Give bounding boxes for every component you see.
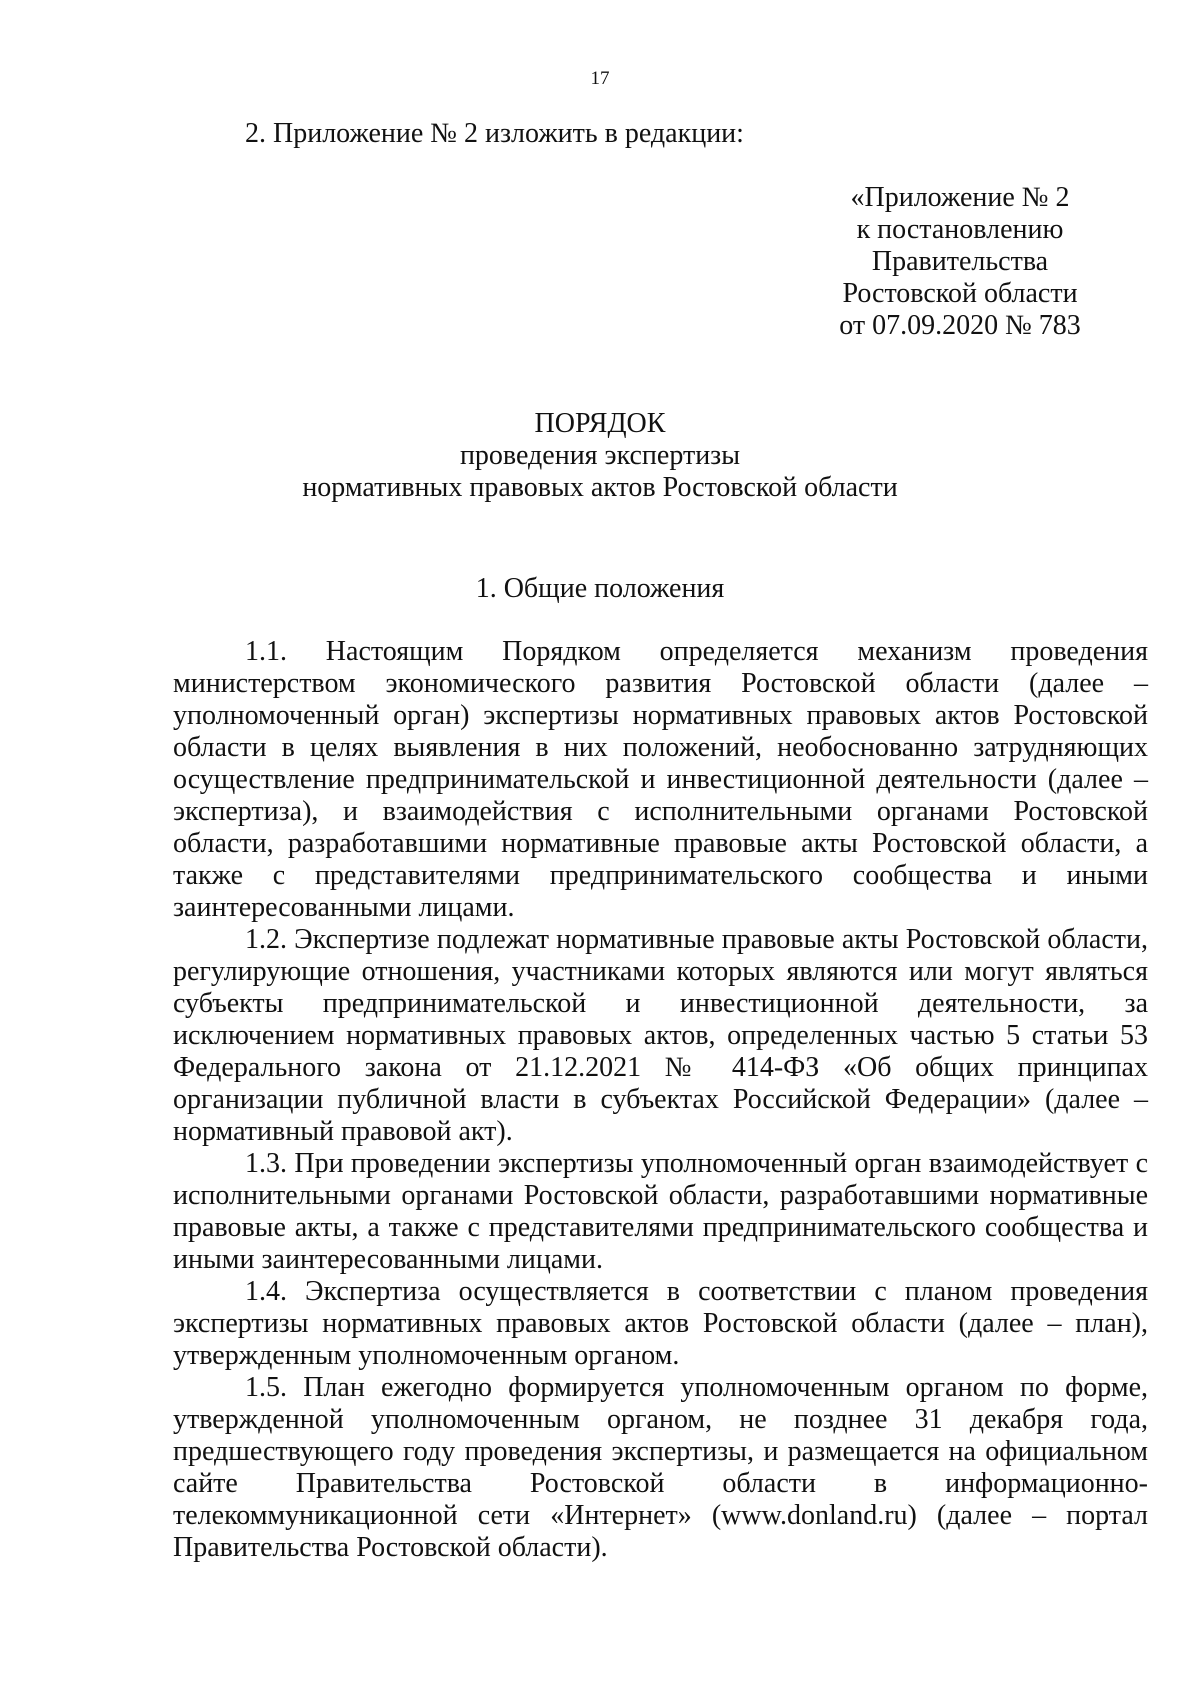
body-text <box>173 636 1148 1564</box>
appendix-header <box>820 182 1100 342</box>
paragraph-1-5: 1.5. План ежегодно формируется уполномоченным органом по форме, утвержденной уполномоченным органом, не позднее 31 декабря года, предшествующего году проведения экспертизы, и размещается на официальном сайте Правительства Ростовской области в информационно-телекоммуникационной сети «Интернет» (www.donland.ru) (далее – портал Правительства Ростовской области). <box>173 1372 1148 1563</box>
appendix-line: «Приложение № 2 <box>850 182 1070 213</box>
section-heading: 1. Общие положения <box>475 573 725 604</box>
title-main: ПОРЯДОК <box>534 408 666 439</box>
appendix-line: Ростовской области <box>842 278 1078 309</box>
appendix-line: от 07.09.2020 № 783 <box>839 310 1081 341</box>
title-subtitle: проведения экспертизы <box>459 440 741 471</box>
appendix-line: к постановлению <box>856 214 1064 245</box>
title-subtitle: нормативных правовых актов Ростовской области <box>302 472 898 503</box>
paragraph-1-3: 1.3. При проведении экспертизы уполномоченный орган взаимодействует с исполнительными органами Ростовской области, разработавшими нормативные правовые акты, а также с представителями предпринимательского сообщества и иными заинтересованными лицами. <box>173 1148 1148 1275</box>
page-number: 17 <box>590 68 610 89</box>
document-title <box>0 408 1200 504</box>
paragraph-1-1: 1.1. Настоящим Порядком определяется механизм проведения министерством экономического развития Ростовской области (далее – уполномоченный орган) экспертизы нормативных правовых актов Ростовской области в целях выявления в них положений, необоснованно затрудняющих осуществление предпринимательской и инвестиционной деятельности (далее – экспертиза), и взаимодействия с исполнительными органами Ростовской области, разработавшими нормативные правовые акты Ростовской области, а также с представителями предпринимательского сообщества и иными заинтересованными лицами. <box>173 636 1148 923</box>
paragraph-1-2: 1.2. Экспертизе подлежат нормативные правовые акты Ростовской области, регулирующие отношения, участниками которых являются или могут являться субъекты предпринимательской и инвестиционной деятельности, за исключением нормативных правовых актов, определенных частью 5 статьи 53 Федерального закона от 21.12.2021 № 414-ФЗ «Об общих принципах организации публичной власти в субъектах Российской Федерации» (далее – нормативный правовой акт). <box>173 924 1148 1147</box>
intro-line: 2. Приложение № 2 изложить в редакции: <box>245 118 744 149</box>
paragraph-1-4: 1.4. Экспертиза осуществляется в соответствии с планом проведения экспертизы нормативных правовых актов Ростовской области (далее – план), утвержденным уполномоченным органом. <box>173 1276 1148 1371</box>
appendix-line: Правительства <box>871 246 1049 277</box>
